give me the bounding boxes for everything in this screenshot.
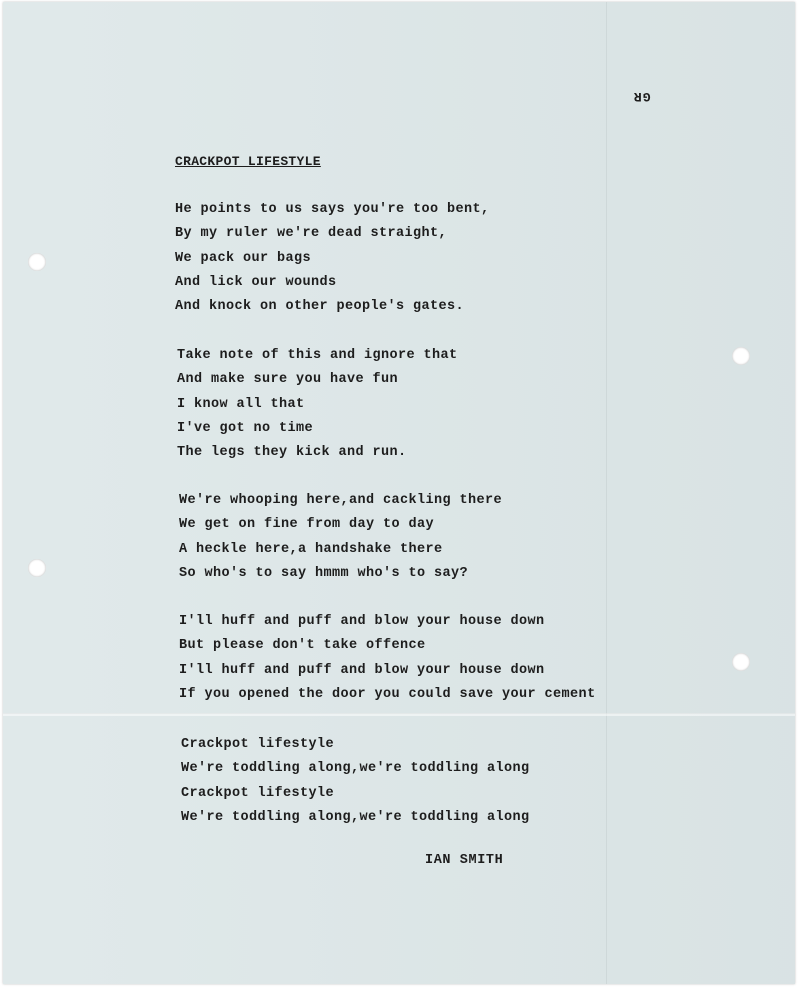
poem-line: A heckle here,a handshake there [179, 541, 443, 557]
poem-line: And make sure you have fun [177, 372, 399, 388]
punch-hole-left-bottom [28, 559, 46, 577]
stanza-4 [179, 610, 596, 707]
author-name: IAN SMITH [425, 853, 504, 868]
vertical-fold-line [606, 2, 607, 984]
poem-line: And lick our wounds [175, 274, 337, 290]
punch-hole-right-top [732, 347, 750, 365]
poem-line: So who's to say hmmm who's to say? [179, 565, 469, 581]
poem-line: I'll huff and puff and blow your house down [179, 614, 545, 629]
stanza-3 [179, 489, 502, 586]
poem-line: We're whooping here,and cackling there [179, 493, 503, 508]
punch-hole-left-top [28, 253, 46, 271]
stanza-1 [175, 198, 490, 319]
horizontal-fold-line [3, 713, 795, 716]
poem-line: The legs they kick and run. [177, 445, 407, 461]
poem-line: Crackpot lifestyle [181, 785, 335, 801]
poem-line: We get on fine from day to day [179, 517, 435, 533]
poem-title: CRACKPOT LIFESTYLE [175, 154, 321, 169]
typewritten-page [3, 2, 795, 984]
poem-line: He points to us says you're too bent, [175, 202, 490, 217]
poem-line: We're toddling along,we're toddling along [181, 761, 530, 777]
poem-line: And knock on other people's gates. [175, 299, 465, 315]
poem-line: We pack our bags [175, 250, 312, 266]
poem-line: I've got no time [177, 420, 314, 436]
poem-line: If you opened the door you could save your cement [179, 686, 596, 702]
poem-line: We're toddling along,we're toddling along [181, 809, 530, 825]
poem-line: I know all that [177, 396, 305, 412]
punch-hole-right-bottom [732, 653, 750, 671]
stanza-5-chorus [181, 733, 530, 830]
poem-line: Crackpot lifestyle [181, 737, 335, 752]
stanza-2 [177, 344, 458, 465]
poem-line: Take note of this and ignore that [177, 348, 458, 363]
poem-line: I'll huff and puff and blow your house down [179, 662, 545, 678]
poem-line: By my ruler we're dead straight, [175, 226, 448, 242]
corner-initials: GR [633, 89, 651, 104]
poem-line: But please don't take offence [179, 638, 426, 654]
